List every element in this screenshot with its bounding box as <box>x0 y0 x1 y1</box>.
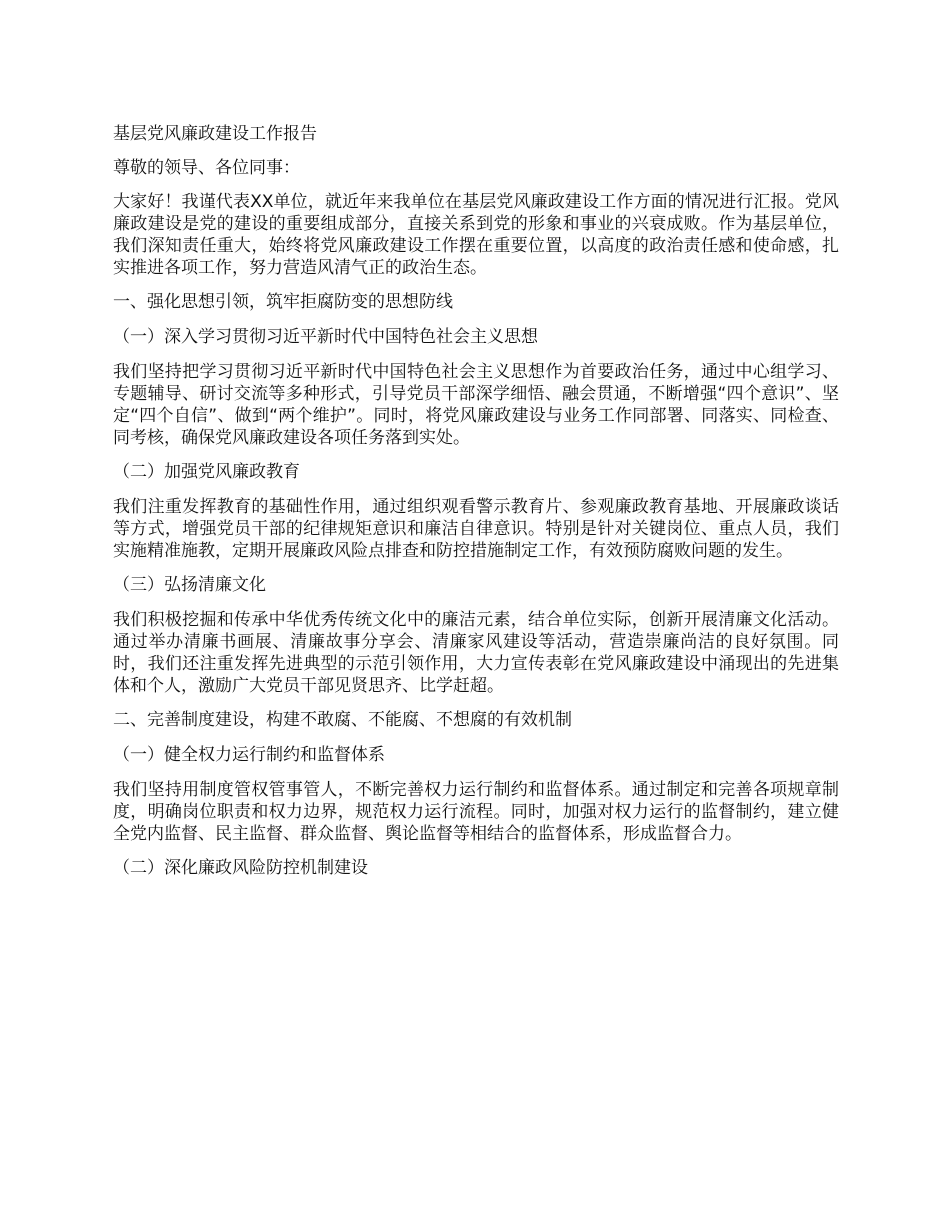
section-2-sub-2-heading: （二）深化廉政风险防控机制建设 <box>113 858 368 878</box>
document-title: 基层党风廉政建设工作报告 <box>113 124 317 144</box>
section-1-heading: 一、强化思想引领，筑牢拒腐防变的思想防线 <box>113 292 453 312</box>
document-page <box>113 123 839 892</box>
section-1-sub-1-paragraph: 我们坚持把学习贯彻习近平新时代中国特色社会主义思想作为首要政治任务，通过中心组学习、专题辅导、研讨交流等多种形式，引导党员干部深学细悟、融会贯通，不断增强“四个意识”、坚定“四个自信”、做到“两个维护”。同时，将党风廉政建设与业务工作同部署、同落实、同检查、同考核，确保党风廉政建设各项任务落到实处。 <box>113 362 839 448</box>
section-1-sub-2-paragraph: 我们注重发挥教育的基础性作用，通过组织观看警示教育片、参观廉政教育基地、开展廉政谈话等方式，增强党员干部的纪律规矩意识和廉洁自律意识。特别是针对关键岗位、重点人员，我们实施精准施教，定期开展廉政风险点排查和防控措施制定工作，有效预防腐败问题的发生。 <box>113 497 839 561</box>
section-2-heading: 二、完善制度建设，构建不敢腐、不能腐、不想腐的有效机制 <box>113 710 572 730</box>
section-2-sub-1-heading: （一）健全权力运行制约和监督体系 <box>113 745 385 765</box>
salutation: 尊敬的领导、各位同事： <box>113 158 300 178</box>
section-1-sub-1-heading: （一）深入学习贯彻习近平新时代中国特色社会主义思想 <box>113 327 538 347</box>
section-2-sub-1-paragraph: 我们坚持用制度管权管事管人，不断完善权力运行制约和监督体系。通过制定和完善各项规章制度，明确岗位职责和权力边界，规范权力运行流程。同时，加强对权力运行的监督制约，建立健全党内监督、民主监督、群众监督、舆论监督等相结合的监督体系，形成监督合力。 <box>113 780 839 844</box>
section-1-sub-2-heading: （二）加强党风廉政教育 <box>113 462 300 482</box>
section-1-sub-3-heading: （三）弘扬清廉文化 <box>113 575 266 595</box>
section-1-sub-3-paragraph: 我们积极挖掘和传承中华优秀传统文化中的廉洁元素，结合单位实际，创新开展清廉文化活动。通过举办清廉书画展、清廉故事分享会、清廉家风建设等活动，营造崇廉尚洁的良好氛围。同时，我们还注重发挥先进典型的示范引领作用，大力宣传表彰在党风廉政建设中涌现出的先进集体和个人，激励广大党员干部见贤思齐、比学赶超。 <box>113 610 839 696</box>
intro-paragraph: 大家好！我谨代表XX单位，就近年来我单位在基层党风廉政建设工作方面的情况进行汇报。党风廉政建设是党的建设的重要组成部分，直接关系到党的形象和事业的兴衰成败。作为基层单位，我们深知责任重大，始终将党风廉政建设工作摆在重要位置，以高度的政治责任感和使命感，扎实推进各项工作，努力营造风清气正的政治生态。 <box>113 192 839 278</box>
